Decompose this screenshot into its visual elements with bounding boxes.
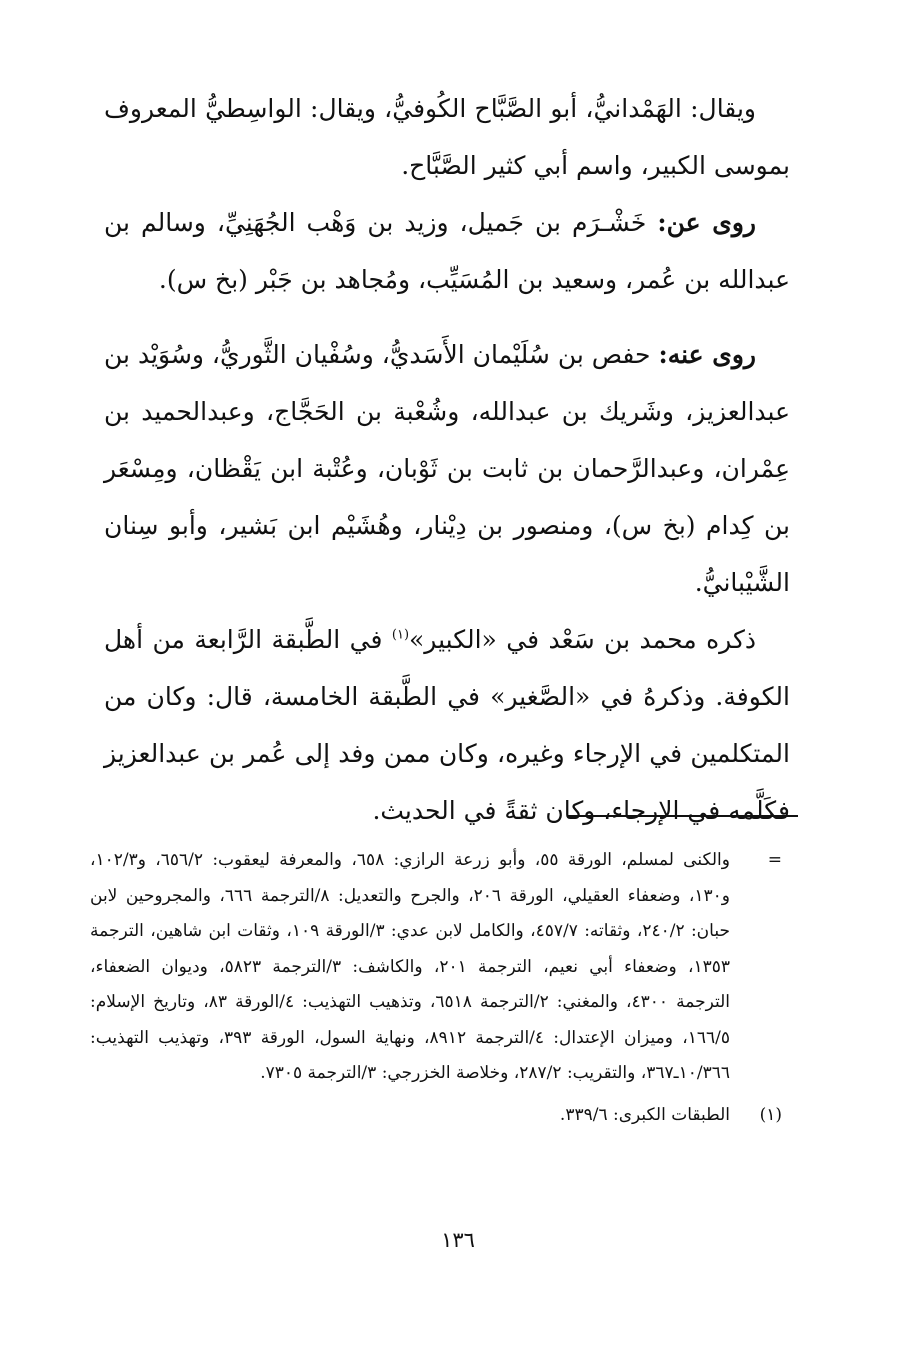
page-number: ١٣٦ [441, 1228, 475, 1252]
narrated-from-text: خَشْـرَم بن جَميل، وزيد بن وَهْب الجُهَنِيِّ، وسالم بن عبدالله بن عُمر، وسعيد بن المُسَيِّب، ومُجاهد بن جَبْر (بخ س). [104, 208, 790, 294]
paragraph-narrated-by [104, 326, 790, 611]
ibn-sad-text-end: في الطَّبقة الرَّابعة من أهل الكوفة. وذكرهُ في «الصَّغير» في الطَّبقة الخامسة، قال: وكان من المتكلمين في الإرجاء وغيره، وكان ممن وفد إلى عُمر بن عبدالعزيز فكَلَّمه في الإرجاء، وكان ثقةً في الحديث. [104, 625, 790, 825]
paragraph-names: ويقال: الهَمْدانيُّ، أبو الصَّبَّاح الكُوفيُّ، ويقال: الواسِطيُّ المعروف بموسى الكبير، واسم أبي كثير الصَّبَّاح. [104, 94, 790, 180]
footnote-continuation [90, 843, 790, 1092]
narrated-by-text: حفص بن سُلَيْمان الأَسَديُّ، وسُفْيان الثَّوريُّ، وسُوَيْد بن عبدالعزيز، وشَريك بن عبدالله، وشُعْبة بن الحَجَّاج، وعبدالحميد بن عِمْران، وعبدالرَّحمان بن ثابت بن ثَوْبان، وعُتْبة ابن يَقْظان، ومِسْعَر بن كِدام (بخ س)، ومنصور بن دِيْنار، وهُشَيْم ابن بَشير، وأبو سِنان الشَّيْبانيُّ. [104, 340, 790, 597]
footnote-separator [568, 815, 798, 817]
footnote-1 [90, 1098, 790, 1134]
footnote-reference: (١) [391, 627, 410, 643]
footnote-1-text: الطبقات الكبرى: ٣٣٩/٦. [559, 1104, 730, 1125]
continuation-text: والكنى لمسلم، الورقة ٥٥، وأبو زرعة الرازي: ٦٥٨، والمعرفة ليعقوب: ٦٥٦/٢، و١٠٢/٣، و١٣٠، وضعفاء العقيلي، الورقة ٢٠٦، والجرح والتعديل: ٨/الترجمة ٦٦٦، والمجروحين لابن حبان: ٢٤٠/٢، وثقاته: ٤٥٧/٧، والكامل لابن عدي: ٣/الورقة ١٠٩، وثقات ابن شاهين، الترجمة ١٣٥٣، وضعفاء أبي نعيم، الترجمة ٢٠١، والكاشف: ٣/الترجمة ٥٨٢٣، وديوان الضعفاء، الترجمة ٤٣٠٠، والمغني: ٢/الترجمة ٦٥١٨، وتذهيب التهذيب: ٤/الورقة ٨٣، وتاريخ الإسلام: ١٦٦/٥، وميزان الإعتدال: ٤/الترجمة ٨٩١٢، ونهاية السول، الورقة ٣٩٣، وتهذيب التهذيب: ١٠/٣٦٦ـ٣٦٧، والتقريب: ٢٨٧/٢، وخلاصة الخزرجي: ٣/الترجمة ٧٣٠٥. [90, 850, 730, 1083]
continuation-marker: = [767, 850, 782, 870]
narrated-from-heading: روى عن: [657, 208, 756, 237]
narrated-by-heading: روى عنه: [658, 340, 756, 369]
paragraph-narrated-from [104, 194, 790, 308]
main-text [104, 80, 790, 839]
footnote-1-marker: (١) [759, 1104, 782, 1125]
footnotes [90, 843, 790, 1133]
paragraph-ibn-sad [104, 611, 790, 839]
ibn-sad-text-start: ذكره محمد بن سَعْد في «الكبير» [409, 625, 756, 654]
